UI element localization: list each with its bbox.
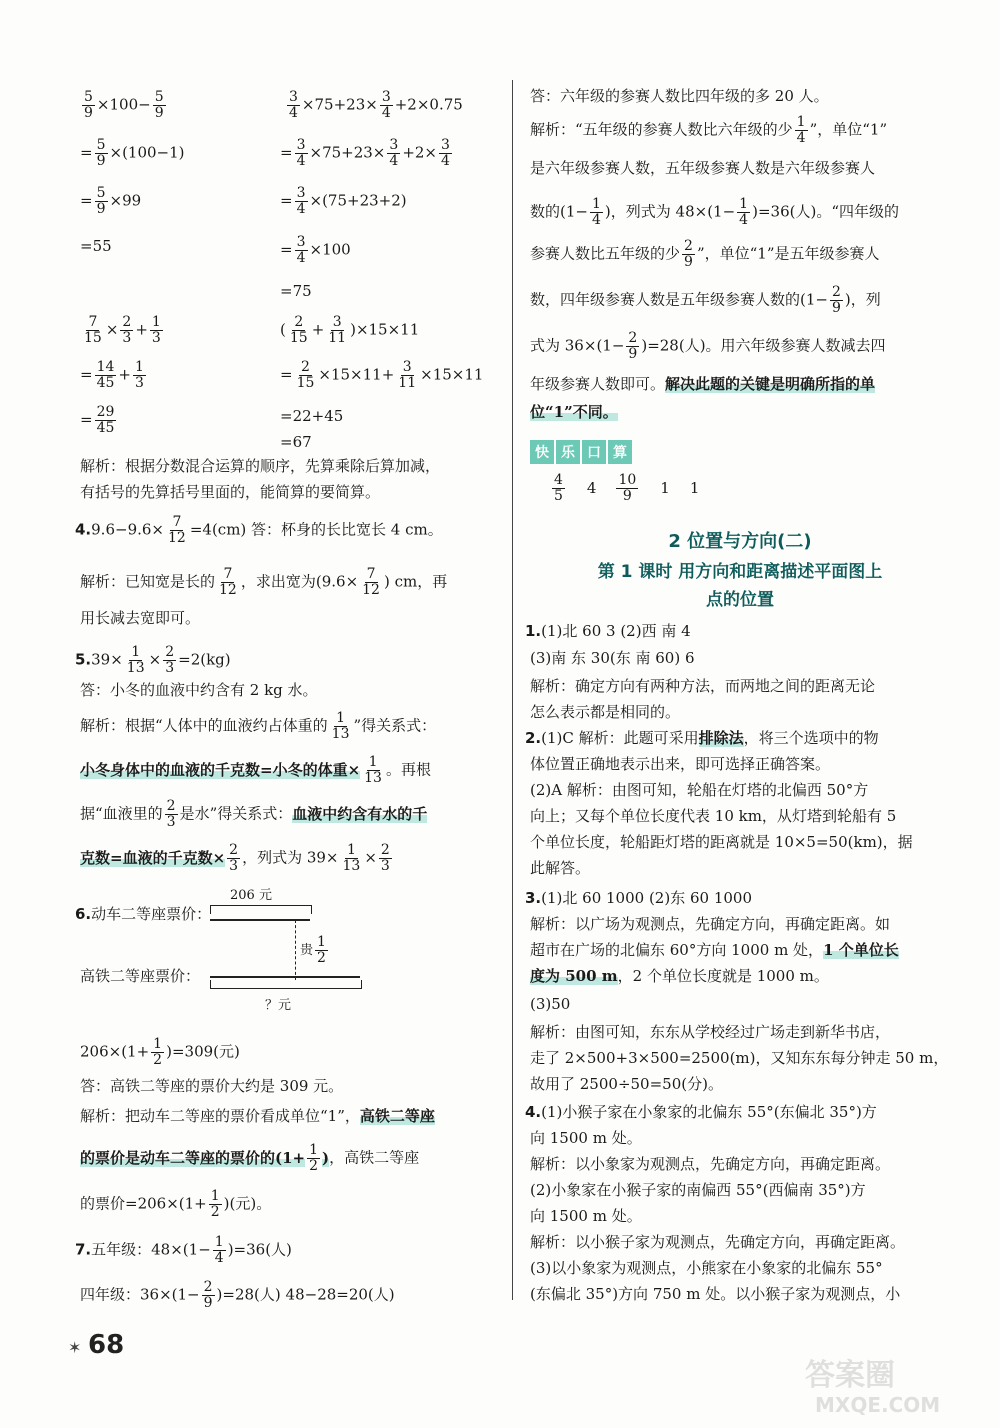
calc1-line3: = $\frac{5}{9}$ ×99 — [80, 185, 142, 217]
a4-line5: 向 1500 m 处。 — [530, 1207, 642, 1225]
q5-answer: 答：小冬的血液中约含有 2 kg 水。 — [80, 681, 318, 699]
calc1-line2: = $\frac{5}{9}$ ×(100−1) — [80, 137, 185, 169]
lesson-title-line1: 第 1 课时 用方向和距离描述平面图上 — [597, 562, 883, 582]
a2-line6: 此解答。 — [530, 859, 591, 877]
a2-line2: 体位置正确地表示出来，即可选择正确答案。 — [530, 755, 831, 773]
r-answer: 答：六年级的参赛人数比四年级的多 20 人。 — [530, 87, 829, 105]
column-divider — [512, 80, 513, 1300]
calc3-line2: = $\frac{14}{45}$ + $\frac{1}{3}$ — [80, 359, 144, 391]
q5-line: 5.39× $\frac{1}{13}$ × $\frac{2}{3}$ =2(kg) — [75, 644, 231, 676]
q6-top-label: 206 元 — [230, 888, 272, 903]
oral-calc-badge: 快 乐 口 算 — [530, 440, 632, 464]
q4-analysis-line2: 用长减去宽即可。 — [80, 609, 201, 627]
q4-analysis-line1: 解析：已知宽是长的 $\frac{7}{12}$ ，求出宽为(9.6× $\frac{7}{12}$ ) cm，再 — [80, 566, 448, 598]
r-analysis-line3: 数的(1− $\frac{1}{4}$ )，列式为 48×(1− $\frac{1}{4}$ )=36(人)。“四年级的 — [530, 196, 899, 228]
q6-answer: 答：高铁二等座的票价大约是 309 元。 — [80, 1077, 344, 1095]
calc2-line1: $\frac{3}{4}$ ×75+23× $\frac{3}{4}$ +2×0.75 — [289, 89, 463, 121]
a2-line1: 2.(1)C 解析：此题可采用排除法，将三个选项中的物 — [525, 729, 879, 747]
r-analysis-line6: 式为 36×(1− $\frac{2}{9}$ )=28(人)。用六年级参赛人数减去四 — [530, 330, 886, 362]
q6-dashed — [295, 920, 297, 980]
a2-line4: 向上；又每个单位长度代表 10 km，从灯塔到轮船有 5 — [530, 807, 897, 825]
a3-line1: 3.(1)北 60 1000 (2)东 60 1000 — [525, 889, 752, 907]
q6-calc: 206×(1+ $\frac{1}{2}$ )=309(元) — [80, 1036, 240, 1068]
a4-line1: 4.(1)小猴子家在小象家的北偏东 55°(东偏北 35°)方 — [525, 1103, 877, 1121]
a3-line2: 解析：以广场为观测点，先确定方向，再确定距离。如 — [530, 915, 891, 933]
a2-line3: (2)A 解析：由图可知，轮船在灯塔的北偏西 50°方 — [530, 781, 869, 799]
r-analysis-line8: 位“1”不同。 — [530, 403, 618, 421]
calc1-line1: $\frac{5}{9}$ ×100− $\frac{5}{9}$ — [84, 89, 164, 121]
q6-analysis-line3: 的票价=206×(1+ $\frac{1}{2}$ )(元)。 — [80, 1188, 272, 1220]
a1-analysis1: 解析：确定方向有两种方法，而两地之间的距离无论 — [530, 677, 876, 695]
calc1-line4: =55 — [80, 237, 112, 255]
q7-line1: 7.五年级：48×(1− $\frac{1}{4}$ )=36(人) — [75, 1234, 292, 1266]
a3-line4: 度为 500 m，2 个单位长度就是 1000 m。 — [530, 967, 829, 985]
calc2-line2: = $\frac{3}{4}$ ×75+23× $\frac{3}{4}$ +2× $\frac{3}{4}$ — [280, 137, 450, 169]
watermark-logo — [800, 1350, 990, 1420]
a3-line7: 走了 2×500+3×500=2500(m)，又知东东每分钟走 50 m， — [530, 1049, 949, 1067]
a4-line6: 解析：以小猴子家为观测点，先确定方向，再确定距离。 — [530, 1233, 906, 1251]
calc4-line3: =22+45 — [280, 407, 344, 425]
page-number: 68 — [88, 1330, 125, 1360]
analysis1-line1: 解析：根据分数混合运算的顺序，先算乘除后算加减， — [80, 457, 441, 475]
q6-analysis-line2: 的票价是动车二等座的票价的(1+ $\frac{1}{2}$ )，高铁二等座 — [80, 1142, 420, 1174]
a1-line1: 1.(1)北 60 3 (2)西 南 4 — [525, 622, 691, 640]
calc4-line2: = $\frac{2}{15}$ ×15×11+ $\frac{3}{11}$ ×15×11 — [280, 359, 484, 391]
calc4-line1: ( $\frac{2}{15}$ + $\frac{3}{11}$ )×15×11 — [280, 314, 420, 346]
q6-label2: 高铁二等座票价： — [80, 967, 201, 985]
calc2-line4: = $\frac{3}{4}$ ×100 — [280, 234, 351, 266]
section-title: 2 位置与方向(二) — [668, 531, 812, 552]
calc3-line1: $\frac{7}{15}$ × $\frac{2}{3}$ + $\frac{1}{3}$ — [84, 314, 161, 346]
q6-bar2 — [210, 972, 360, 978]
q4-line: 4.9.6−9.6× $\frac{7}{12}$ =4(cm) 答：杯身的长比宽长 4 cm。 — [75, 514, 443, 546]
a4-line7: (3)以小象家为观测点，小熊家在小象家的北偏东 55° — [530, 1259, 883, 1277]
q6-side-label: 贵 $\frac{1}{2}$ — [300, 934, 326, 966]
r-analysis-line7: 年级参赛人数即可。解决此题的关键是明确所指的单 — [530, 375, 876, 393]
calc3-line3: = $\frac{29}{45}$ — [80, 404, 115, 436]
r-analysis-line1: 解析：“五年级的参赛人数比六年级的少 $\frac{1}{4}$ ”，单位“1” — [530, 114, 888, 146]
q6-label1: 6.动车二等座票价： — [75, 905, 212, 923]
r-analysis-line5: 数，四年级参赛人数是五年级参赛人数的(1− $\frac{2}{9}$ )，列 — [530, 284, 881, 316]
q6-top-brace — [210, 905, 312, 914]
q5-analysis-line2: 小冬身体中的血液的千克数=小冬的体重× $\frac{1}{13}$ 。再根 — [80, 754, 431, 786]
lesson-title-line2: 点的位置 — [706, 590, 774, 610]
r-analysis-line2: 是六年级参赛人数，五年级参赛人数是六年级参赛人 — [530, 159, 876, 177]
q6-bottom-label: ？元 — [265, 998, 292, 1013]
a3-line5: (3)50 — [530, 995, 571, 1013]
star-icon: ✶ — [68, 1338, 82, 1357]
calc2-line5: =75 — [280, 282, 312, 300]
a4-line4: (2)小象家在小猴子家的南偏西 55°(西偏南 35°)方 — [530, 1181, 866, 1199]
a1-analysis2: 怎么表示都是相同的。 — [530, 703, 681, 721]
calc2-line3: = $\frac{3}{4}$ ×(75+23+2) — [280, 185, 407, 217]
calc4-line4: =67 — [280, 433, 312, 451]
a4-line8: (东偏北 35°)方向 750 m 处。以小猴子家为观测点，小 — [530, 1285, 901, 1303]
q6-bottom-brace — [210, 980, 362, 989]
oral-calc-answers: $\frac{4}{5}$ 4 $\frac{10}{9}$ 1 1 — [554, 472, 700, 504]
a1-line2: (3)南 东 30(东 南 60) 6 — [530, 649, 695, 667]
a3-line6: 解析：由图可知，东东从学校经过广场走到新华书店， — [530, 1023, 891, 1041]
a3-line3: 超市在广场的北偏东 60°方向 1000 m 处，1 个单位长 — [530, 941, 899, 959]
a3-line8: 故用了 2500÷50=50(分)。 — [530, 1075, 723, 1093]
svg-text:答案圈: 答案圈 — [805, 1358, 895, 1393]
a2-line5: 个单位长度，轮船距灯塔的距离就是 10×5=50(km)，据 — [530, 833, 913, 851]
q7-line2: 四年级：36×(1− $\frac{2}{9}$ )=28(人) 48−28=20(人) — [80, 1279, 395, 1311]
a4-line2: 向 1500 m 处。 — [530, 1129, 642, 1147]
a4-line3: 解析：以小象家为观测点，先确定方向，再确定距离。 — [530, 1155, 891, 1173]
q5-analysis-line1: 解析：根据“人体中的血液约占体重的 $\frac{1}{13}$ ”得关系式： — [80, 710, 437, 742]
q5-analysis-line3: 据“血液里的 $\frac{2}{3}$ 是水”得关系式：血液中约含有水的千 — [80, 798, 428, 830]
q5-analysis-line4: 克数=血液的千克数× $\frac{2}{3}$ ，列式为 39× $\frac{1}{13}$ × $\frac{2}{3}$ — [80, 842, 390, 874]
q6-analysis-line1: 解析：把动车二等座的票价看成单位“1”，高铁二等座 — [80, 1107, 435, 1125]
svg-text:MXQE.COM: MXQE.COM — [815, 1393, 941, 1417]
r-analysis-line4: 参赛人数比五年级的少 $\frac{2}{9}$ ”，单位“1”是五年级参赛人 — [530, 238, 880, 270]
analysis1-line2: 有括号的先算括号里面的，能简算的要简算。 — [80, 483, 381, 501]
